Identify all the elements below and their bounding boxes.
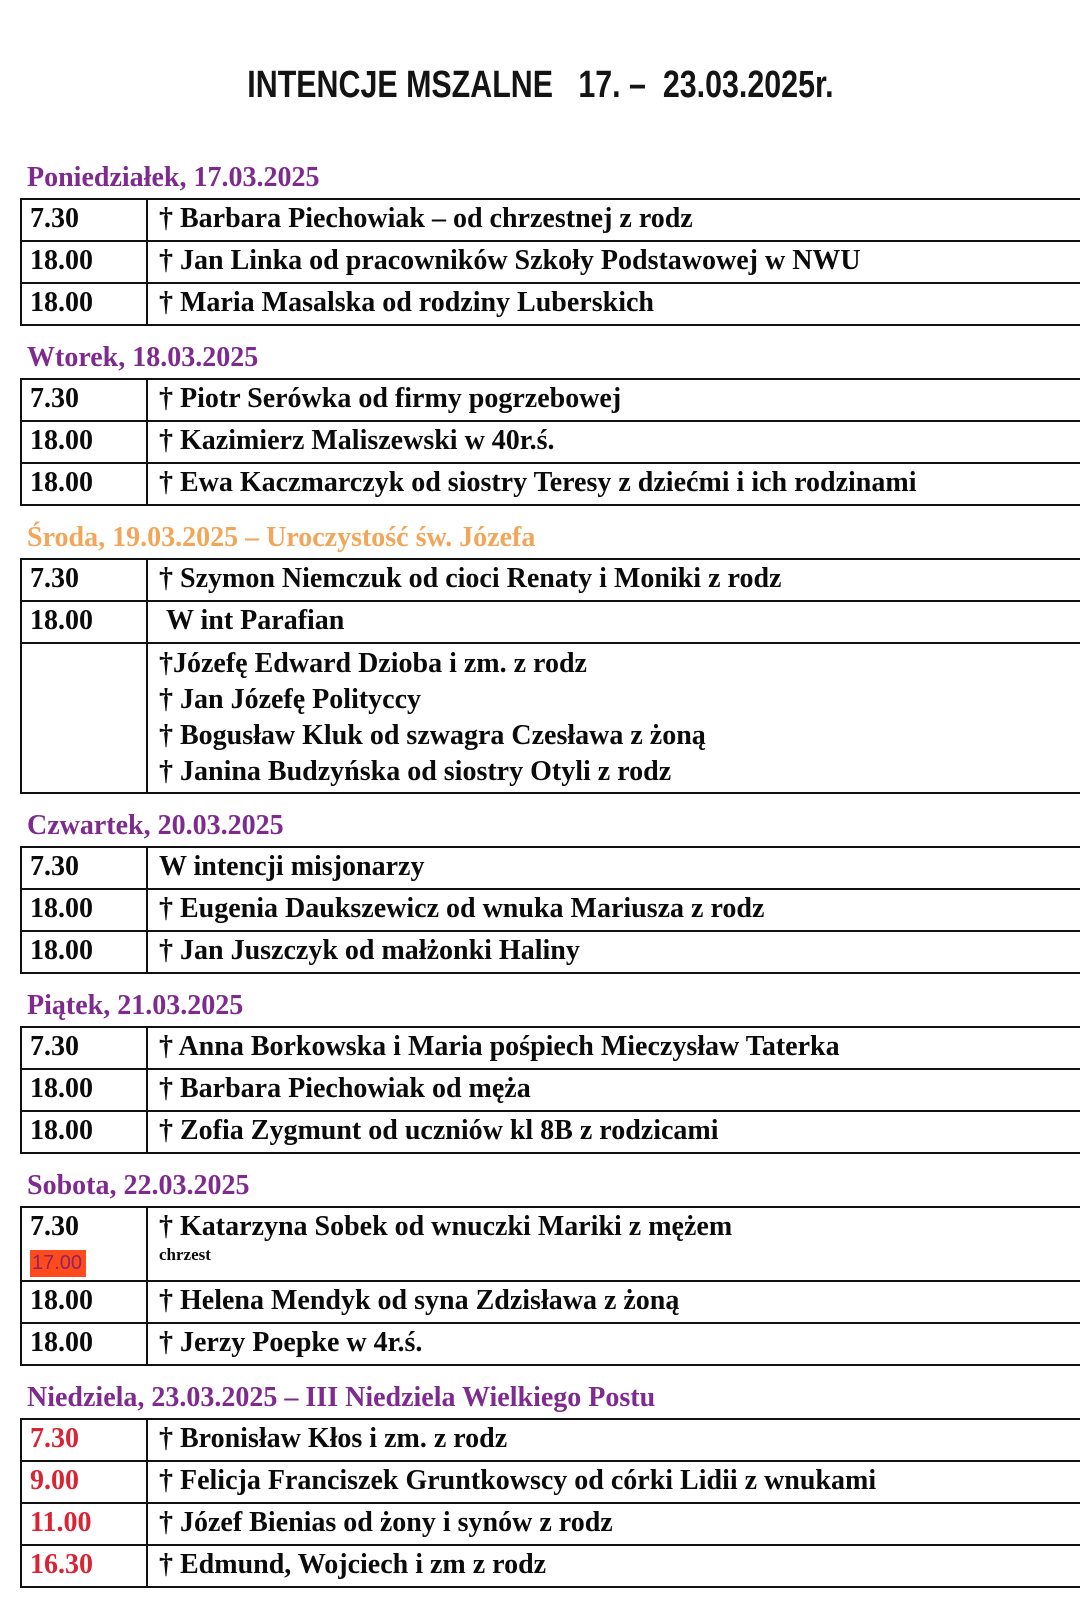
table-row: [21, 1111, 1080, 1153]
intention-cell: [147, 643, 1080, 793]
table-row: [21, 643, 1080, 793]
day-section: [0, 1383, 1080, 1588]
table-row: [21, 421, 1080, 463]
time-cell: [21, 241, 147, 283]
intention-text: † Edmund, Wojciech i zm z rodz: [159, 1549, 547, 1580]
table-row: [21, 1281, 1080, 1323]
time-value: 18.00: [30, 425, 93, 456]
time-cell: [21, 1027, 147, 1069]
time-cell: [21, 1069, 147, 1111]
table-row: [21, 283, 1080, 325]
table-row: [21, 931, 1080, 973]
time-value: 18.00: [30, 935, 93, 966]
intentions-table: [20, 1418, 1080, 1588]
intention-cell: [147, 1069, 1080, 1111]
time-cell: [21, 847, 147, 889]
time-cell: [21, 1419, 147, 1461]
time-value: 7.30: [30, 1031, 79, 1062]
intention-text: W intencji misjonarzy: [159, 851, 425, 882]
time-cell: [21, 199, 147, 241]
intention-text: † Jan Linka od pracowników Szkoły Podstawowej w NWU: [159, 245, 861, 276]
secondary-time-badge: 17.00: [30, 1250, 86, 1277]
time-cell: [21, 1281, 147, 1323]
time-value: 18.00: [30, 1073, 93, 1104]
time-cell: [21, 1207, 147, 1281]
time-cell: [21, 1461, 147, 1503]
table-row: [21, 199, 1080, 241]
time-value: 7.30: [30, 563, 79, 594]
day-section: [0, 343, 1080, 506]
time-cell: [21, 1323, 147, 1365]
intention-text: † Felicja Franciszek Gruntkowscy od córki Lidii z wnukami: [159, 1465, 877, 1496]
time-value: 18.00: [30, 467, 93, 498]
intention-cell: [147, 463, 1080, 505]
intention-text: † Janina Budzyńska od siostry Otyli z rodz: [159, 756, 672, 787]
intention-cell: [147, 199, 1080, 241]
intention-cell: [147, 847, 1080, 889]
time-value: 7.30: [30, 851, 79, 882]
table-row: [21, 1027, 1080, 1069]
time-value: 18.00: [30, 1115, 93, 1146]
intention-cell: [147, 241, 1080, 283]
sections-container: [0, 163, 1080, 1588]
time-value: 7.30: [30, 383, 79, 414]
time-value: 18.00: [30, 1327, 93, 1358]
table-row: [21, 1419, 1080, 1461]
time-value: 11.00: [30, 1507, 92, 1538]
intention-cell: [147, 1111, 1080, 1153]
table-row: [21, 241, 1080, 283]
table-row: [21, 601, 1080, 643]
time-value: 7.30: [30, 203, 79, 234]
intention-text: † Maria Masalska od rodziny Luberskich: [159, 287, 654, 318]
intention-text: † Jan Józefę Polityccy: [159, 684, 422, 715]
intention-cell: [147, 601, 1080, 643]
intention-cell: [147, 421, 1080, 463]
intention-text: † Anna Borkowska i Maria pośpiech Mieczysław Taterka: [159, 1031, 840, 1062]
intention-cell: [147, 283, 1080, 325]
intention-cell: [147, 1207, 1080, 1281]
table-row: [21, 559, 1080, 601]
table-row: [21, 463, 1080, 505]
time-cell: [21, 463, 147, 505]
table-row: [21, 1545, 1080, 1587]
table-row: [21, 847, 1080, 889]
day-section: [0, 523, 1080, 794]
intention-text: † Jerzy Poepke w 4r.ś.: [159, 1327, 423, 1358]
intention-cell: [147, 1545, 1080, 1587]
time-cell: [21, 283, 147, 325]
intention-text: † Bogusław Kluk od szwagra Czesława z żoną: [159, 720, 706, 751]
day-header: Wtorek, 18.03.2025: [27, 342, 259, 373]
intention-text: † Szymon Niemczuk od cioci Renaty i Moniki z rodz: [159, 563, 782, 594]
intention-text: † Barbara Piechowiak od męża: [159, 1073, 531, 1104]
intentions-table: [20, 558, 1080, 794]
intention-cell: [147, 1281, 1080, 1323]
intention-text: † Eugenia Daukszewicz od wnuka Mariusza z rodz: [159, 893, 765, 924]
intention-text: † Ewa Kaczmarczyk od siostry Teresy z dziećmi i ich rodzinami: [159, 467, 917, 498]
intention-cell: [147, 559, 1080, 601]
intention-text: † Helena Mendyk od syna Zdzisława z żoną: [159, 1285, 680, 1316]
time-cell: [21, 1111, 147, 1153]
day-header: Piątek, 21.03.2025: [27, 990, 244, 1021]
table-row: [21, 889, 1080, 931]
day-section: [0, 811, 1080, 974]
intention-text: † Zofia Zygmunt od uczniów kl 8B z rodzicami: [159, 1115, 719, 1146]
table-row: [21, 1069, 1080, 1111]
time-cell: [21, 931, 147, 973]
time-value: 18.00: [30, 245, 93, 276]
day-header: Czwartek, 20.03.2025: [27, 810, 284, 841]
intention-cell: [147, 379, 1080, 421]
day-header: Sobota, 22.03.2025: [27, 1170, 250, 1201]
baptism-note: chrzest: [159, 1245, 211, 1264]
intention-cell: [147, 1323, 1080, 1365]
intention-cell: [147, 1461, 1080, 1503]
day-header: Środa, 19.03.2025 – Uroczystość św. Józefa: [27, 522, 536, 553]
time-value: 9.00: [30, 1465, 79, 1496]
day-section: [0, 991, 1080, 1154]
intentions-table: [20, 846, 1080, 974]
time-cell: [21, 379, 147, 421]
table-row: [21, 1323, 1080, 1365]
time-cell: [21, 889, 147, 931]
table-row: [21, 1207, 1080, 1281]
time-value: 18.00: [30, 893, 93, 924]
day-section: [0, 163, 1080, 326]
intentions-table: [20, 1026, 1080, 1154]
intention-cell: [147, 1027, 1080, 1069]
day-section: [0, 1171, 1080, 1366]
time-value: 7.30: [30, 1211, 79, 1242]
intention-text: †Józefę Edward Dzioba i zm. z rodz: [159, 648, 587, 679]
table-row: [21, 1503, 1080, 1545]
table-row: [21, 379, 1080, 421]
page-title: [0, 0, 1080, 107]
intention-text: † Bronisław Kłos i zm. z rodz: [159, 1423, 508, 1454]
intention-text: † Barbara Piechowiak – od chrzestnej z rodz: [159, 203, 693, 234]
intentions-table: [20, 378, 1080, 506]
time-value: 16.30: [30, 1549, 93, 1580]
intention-text: W int Parafian: [159, 605, 345, 636]
intention-text: † Katarzyna Sobek od wnuczki Mariki z mężem: [159, 1211, 733, 1242]
intention-text: † Piotr Serówka od firmy pogrzebowej: [159, 383, 622, 414]
table-row: [21, 1461, 1080, 1503]
intention-text: † Kazimierz Maliszewski w 40r.ś.: [159, 425, 555, 456]
time-cell: [21, 1545, 147, 1587]
intention-cell: [147, 1419, 1080, 1461]
intention-text: † Józef Bienias od żony i synów z rodz: [159, 1507, 613, 1538]
time-value: 18.00: [30, 605, 93, 636]
time-value: 7.30: [30, 1423, 79, 1454]
intentions-table: [20, 1206, 1080, 1366]
time-cell: [21, 1503, 147, 1545]
time-cell: [21, 559, 147, 601]
intention-cell: [147, 1503, 1080, 1545]
time-value: 18.00: [30, 287, 93, 318]
day-header: Poniedziałek, 17.03.2025: [27, 162, 320, 193]
intention-text: † Jan Juszczyk od małżonki Haliny: [159, 935, 580, 966]
time-cell: [21, 601, 147, 643]
time-cell: [21, 643, 147, 793]
page-title-text: INTENCJE MSZALNE 17. – 23.03.2025r.: [246, 64, 834, 106]
day-header: Niedziela, 23.03.2025 – III Niedziela Wielkiego Postu: [27, 1382, 656, 1413]
intention-cell: [147, 931, 1080, 973]
intention-cell: [147, 889, 1080, 931]
intentions-table: [20, 198, 1080, 326]
time-value: 18.00: [30, 1285, 93, 1316]
time-cell: [21, 421, 147, 463]
